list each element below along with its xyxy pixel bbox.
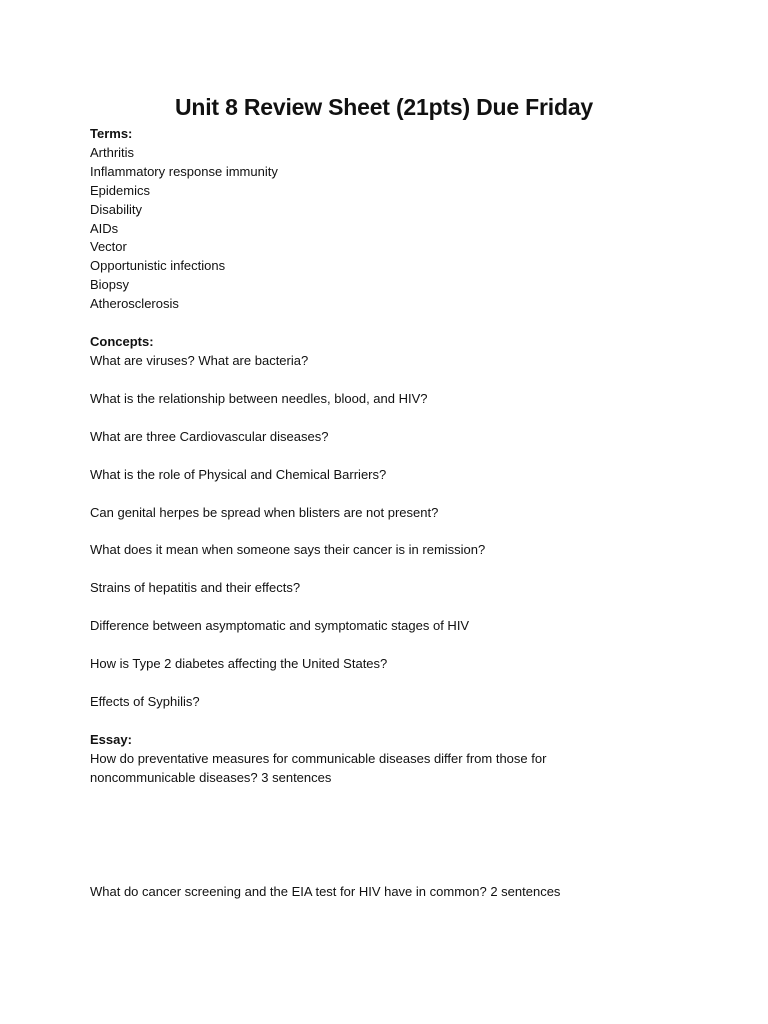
concept-question: Difference between asymptomatic and symptomatic stages of HIV — [90, 618, 470, 633]
essay-question-1-line-1: How do preventative measures for communicable diseases differ from those for — [90, 751, 547, 766]
concept-question: What is the relationship between needles, blood, and HIV? — [90, 391, 428, 406]
concept-question: What does it mean when someone says their cancer is in remission? — [90, 542, 486, 557]
term-item: Vector — [90, 239, 127, 254]
term-item: Arthritis — [90, 145, 135, 160]
concept-question: How is Type 2 diabetes affecting the United States? — [90, 656, 388, 671]
term-item: Disability — [90, 202, 143, 217]
term-item: Atherosclerosis — [90, 296, 179, 311]
concept-question: Can genital herpes be spread when blisters are not present? — [90, 505, 439, 520]
term-item: AIDs — [90, 221, 119, 236]
concept-question: What are viruses? What are bacteria? — [90, 353, 309, 368]
terms-heading: Terms: — [90, 126, 133, 141]
concepts-heading: Concepts: — [90, 334, 154, 349]
concept-question: What is the role of Physical and Chemical Barriers? — [90, 467, 387, 482]
concept-question: What are three Cardiovascular diseases? — [90, 429, 329, 444]
concept-question: Effects of Syphilis? — [90, 694, 200, 709]
page-title: Unit 8 Review Sheet (21pts) Due Friday — [174, 94, 593, 120]
term-item: Inflammatory response immunity — [90, 164, 278, 179]
term-item: Biopsy — [90, 277, 130, 292]
essay-question-1-line-2: noncommunicable diseases? 3 sentences — [90, 770, 332, 785]
essay-question-2: What do cancer screening and the EIA test for HIV have in common? 2 sentences — [90, 884, 561, 899]
essay-heading: Essay: — [90, 732, 132, 747]
concept-question: Strains of hepatitis and their effects? — [90, 580, 301, 595]
term-item: Epidemics — [90, 183, 150, 198]
term-item: Opportunistic infections — [90, 258, 226, 273]
